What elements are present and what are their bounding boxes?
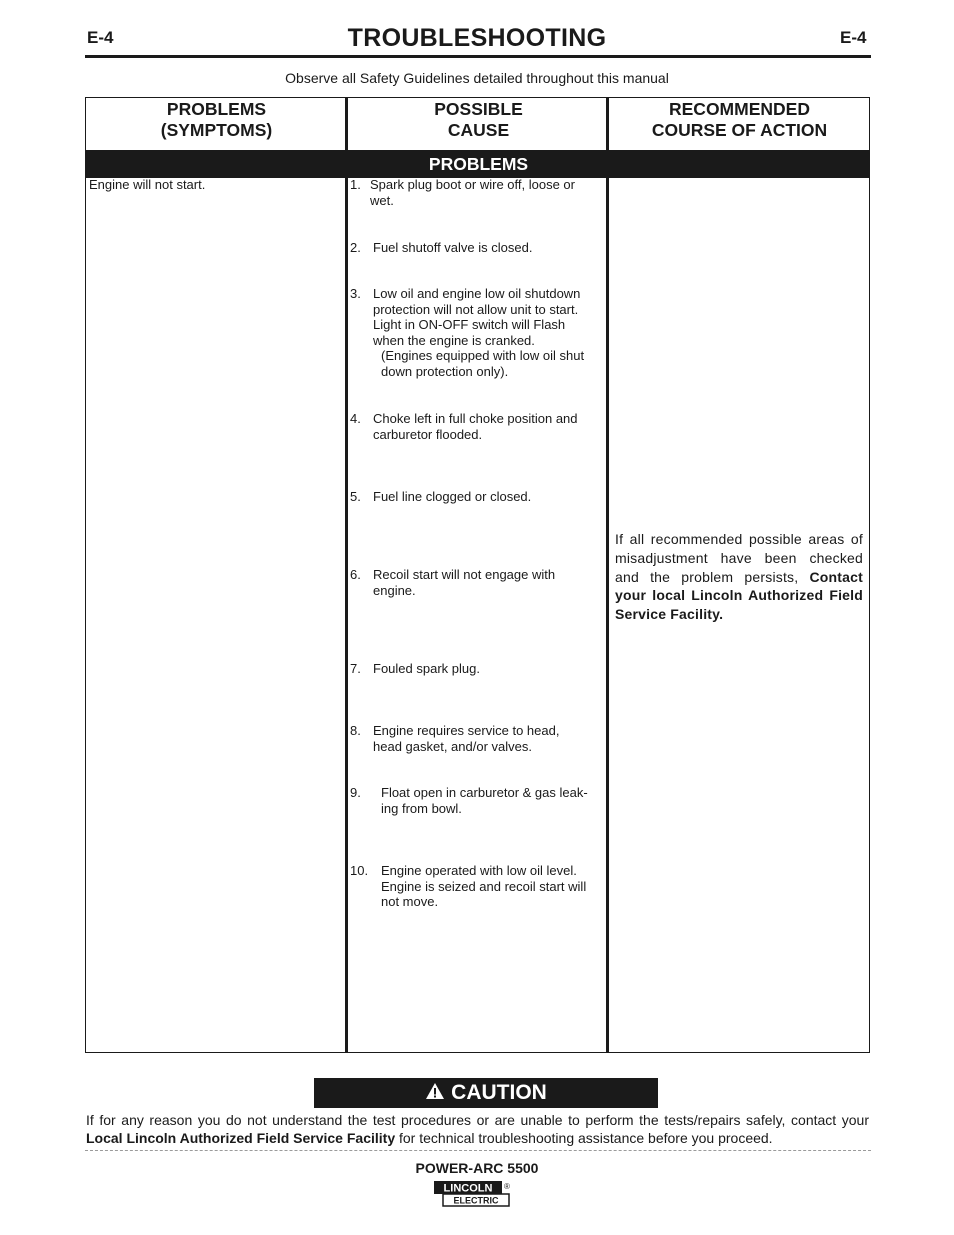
header-line: COURSE OF ACTION [651,120,828,140]
cause-number: 9. [350,785,361,800]
safety-note: Observe all Safety Guidelines detailed throughout this manual [285,70,669,86]
cause-item [350,286,608,380]
cause-item [350,723,608,754]
header-rule [85,55,871,58]
model-name: POWER-ARC 5500 [415,1160,539,1176]
header-recommended-action [609,98,870,151]
action-contact: Contact your local Lincoln Authorized Field Service Facility. [615,568,863,623]
cause-number: 8. [350,723,361,738]
cause-number: 10. [350,863,369,878]
cause-line: head gasket, and/or valves. [373,738,532,754]
cause-line: Engine operated with low oil level. [381,863,577,878]
cause-note-line: (Engines equipped with low oil shut [381,348,585,364]
cause-number: 3. [350,286,361,301]
header-line: POSSIBLE [434,99,523,119]
cause-item [350,661,608,677]
cause-line: Light in ON-OFF switch will Flash [373,317,566,333]
warning-triangle-icon [425,1082,445,1100]
lincoln-electric-logo [433,1180,513,1208]
page-number-left: E-4 [87,28,114,47]
cause-line: carburetor flooded. [373,426,483,442]
caution-body [86,1111,869,1147]
header-line: PROBLEMS [166,99,267,119]
cause-line: Spark plug boot or wire off, loose or [370,177,575,192]
cause-number: 5. [350,489,361,504]
header-problems-symptoms [86,98,347,151]
page-title: TROUBLESHOOTING [347,24,607,52]
cause-line: Recoil start will not engage with [373,567,556,582]
cause-number: 7. [350,661,361,676]
logo-text-top: LINCOLN [443,1182,493,1195]
page-number-right: E-4 [840,28,867,47]
caution-body-text: If for any reason you do not understand the test procedures or are unable to perform the tests/repairs safely, contact your [86,1112,869,1128]
caution-body-text-end: for technical troubleshooting assistance before you proceed. [395,1130,773,1146]
footer-rule [85,1150,871,1151]
cause-line: protection will not allow unit to start. [373,301,579,317]
cause-item [350,863,608,910]
symptom-text: Engine will not start. [89,177,206,192]
cause-item [350,785,608,816]
caution-body-contact: Local Lincoln Authorized Field Service Facility [86,1130,396,1146]
cause-item [350,411,608,442]
logo-text-bottom: ELECTRIC [453,1195,499,1206]
cause-line: wet. [370,192,394,208]
section-band-label: PROBLEMS [428,154,529,174]
cause-number: 2. [350,240,361,255]
cause-line: Low oil and engine low oil shutdown [373,286,581,301]
recommended-action [615,530,863,624]
cause-line: Fuel line clogged or closed. [373,489,532,504]
cause-line: not move. [381,894,439,910]
cause-line: Fuel shutoff valve is closed. [373,240,533,255]
cause-item [350,240,608,256]
cause-number: 4. [350,411,361,426]
cause-item [350,567,608,598]
cause-note-line: down protection only). [381,363,509,379]
cause-item [350,177,608,208]
cause-line: when the engine is cranked. [373,332,535,348]
header-possible-cause [348,98,609,151]
caution-title: CAUTION [451,1081,547,1104]
cause-line: Float open in carburetor & gas leak- [381,785,588,800]
cause-line: Choke left in full choke position and [373,411,578,426]
cause-line: Engine is seized and recoil start will [381,878,587,894]
header-line: (SYMPTOMS) [160,120,273,140]
caution-heading [314,1078,658,1108]
logo-registered-mark: ® [504,1182,510,1191]
action-text: If all recommended possible areas of misadjustment have been checked and the problem persists, [615,531,863,585]
cause-number: 6. [350,567,361,582]
cause-item [350,489,608,505]
cause-line: ing from bowl. [381,800,462,816]
cause-line: Fouled spark plug. [373,661,480,676]
cause-line: Engine requires service to head, [373,723,560,738]
cause-number: 1. [350,177,361,192]
header-line: CAUSE [447,120,510,140]
cause-line: engine. [373,582,416,598]
column-divider [345,98,348,1052]
header-line: RECOMMENDED [669,99,810,119]
